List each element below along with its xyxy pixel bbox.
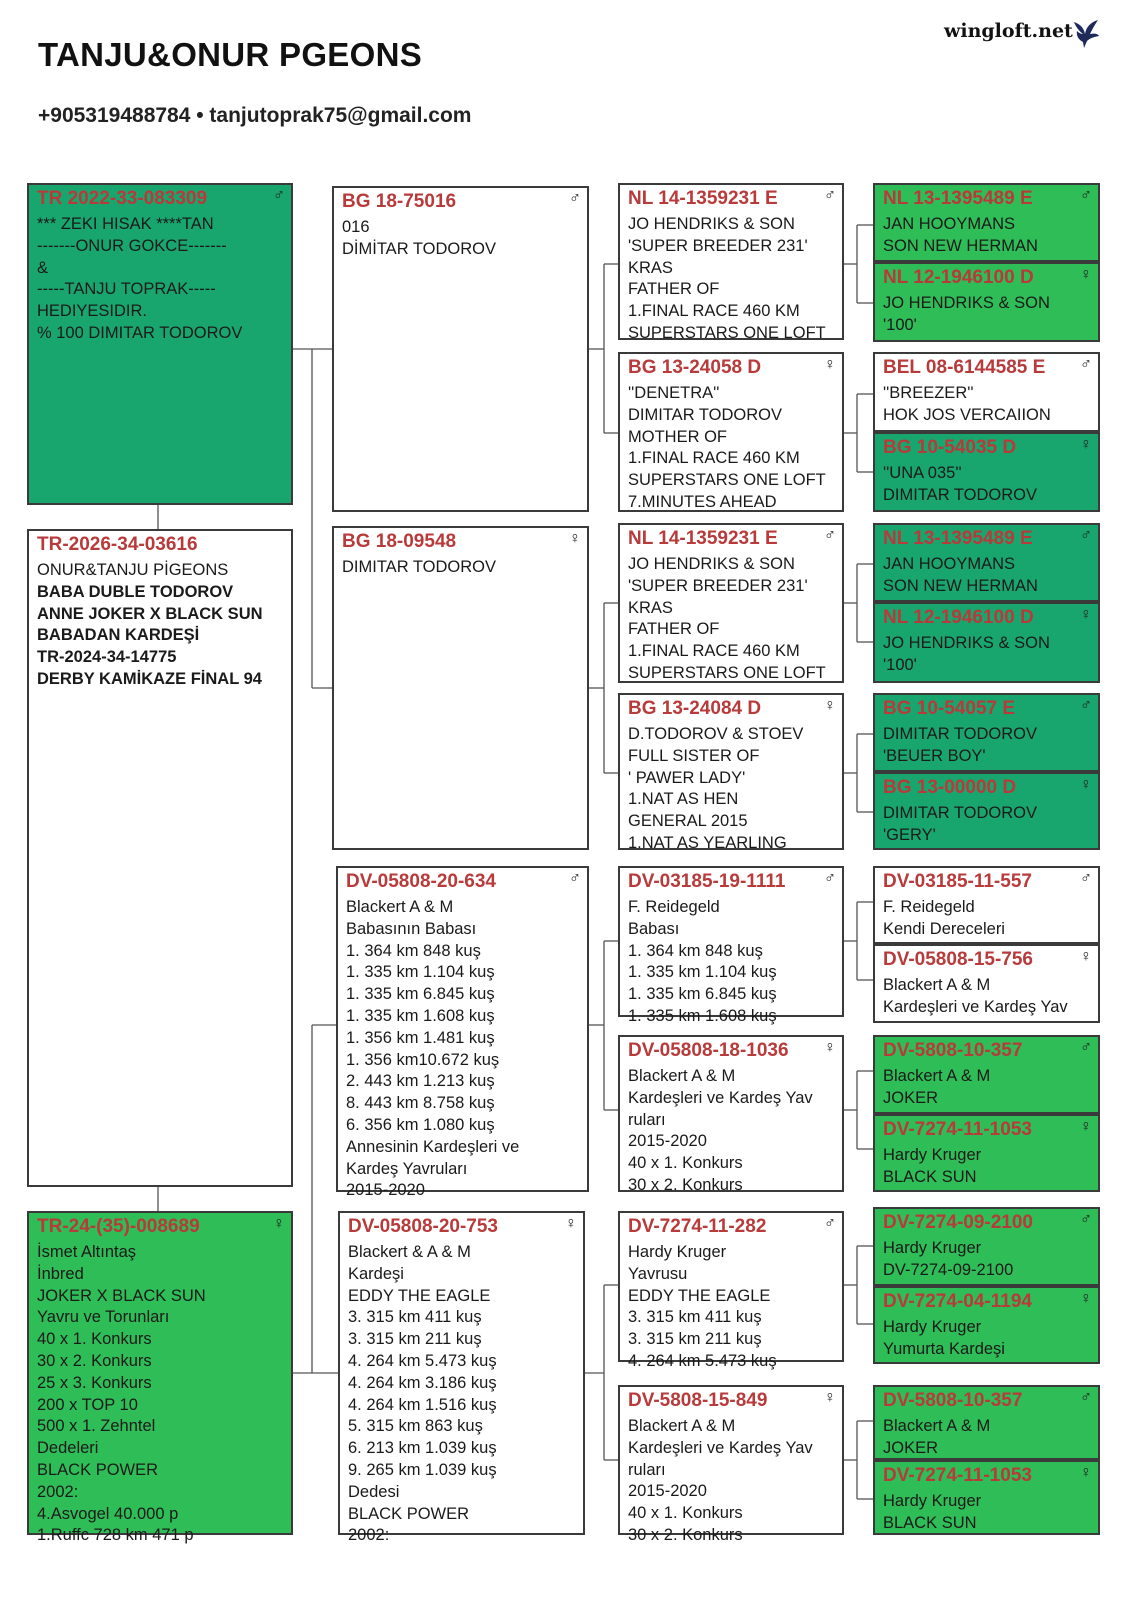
detail-line: İsmet Altıntaş [37, 1243, 137, 1261]
card-details [883, 724, 1037, 768]
detail-line: Kardeşleri ve Kardeş Yav [628, 1438, 813, 1457]
detail-line: 40 x 1. Konkurs [628, 1504, 743, 1523]
detail-line: D.TODOROV & STOEV [628, 725, 804, 743]
card-details [883, 1238, 1013, 1282]
detail-line: 2015-2020 [628, 1132, 707, 1151]
detail-line: 4.Asvogel 40.000 p [37, 1504, 179, 1523]
detail-line: BABADAN KARDEŞİ [37, 626, 200, 645]
contact-info: +905319488784 • tanjutoprak75@gmail.com [38, 104, 472, 127]
detail-line: Kardeşleri ve Kardeş Yav [883, 997, 1068, 1016]
card-details [342, 557, 496, 579]
gen4-card-7[interactable] [873, 693, 1100, 772]
brand-name[interactable]: wingloft.net [944, 20, 1073, 42]
page-title: TANJU&ONUR PGEONS [38, 36, 423, 73]
detail-line: JOKER [883, 1438, 939, 1457]
ring-number: BG 13-00000 D [883, 777, 1017, 798]
female-sex-icon: ♀ [1080, 1464, 1092, 1481]
male-sex-icon: ♂ [569, 870, 581, 887]
male-sex-icon: ♂ [1080, 1039, 1092, 1056]
detail-line: 1.NAT AS YEARLING [628, 833, 787, 852]
female-sex-icon: ♀ [1080, 266, 1092, 283]
detail-line: KRAS [628, 598, 673, 617]
detail-line: TR-2024-34-14775 [37, 648, 177, 667]
card-details [342, 217, 496, 261]
detail-line: 2002: [37, 1482, 79, 1501]
ring-number: DV-7274-11-1053 [883, 1465, 1032, 1486]
detail-line: Babasının Babası [346, 919, 477, 938]
gen4-card-10[interactable] [873, 944, 1100, 1023]
ring-number: NL 13-1395489 E [883, 188, 1033, 209]
ring-number: DV-7274-04-1194 [883, 1291, 1032, 1312]
detail-line: ruları [628, 1110, 666, 1129]
ring-number: BG 18-09548 [342, 531, 457, 552]
detail-line: 1.FINAL RACE 460 KM [628, 302, 800, 321]
detail-line: 1. 335 km 6.845 kuş [346, 985, 495, 1004]
detail-line: 2002: [348, 1526, 390, 1545]
gen4-card-8[interactable] [873, 772, 1100, 850]
detail-line: 5. 315 km 863 kuş [348, 1417, 483, 1436]
detail-line: F. Reidegeld [883, 898, 975, 916]
card-details [883, 803, 1037, 847]
male-sex-icon: ♂ [1080, 187, 1092, 204]
detail-line: Annesinin Kardeşleri ve [346, 1137, 520, 1156]
detail-line: BABA DUBLE TODOROV [37, 582, 234, 601]
detail-line: JOKER [883, 1088, 939, 1107]
detail-line: JO HENDRIKS & SON [628, 555, 795, 573]
detail-line: 'SUPER BREEDER 231' [628, 576, 808, 595]
card-details [883, 1145, 981, 1189]
male-sex-icon: ♂ [824, 187, 836, 204]
detail-line: 40 x 1. Konkurs [37, 1330, 152, 1349]
detail-line: Hardy Kruger [883, 1146, 982, 1164]
detail-line: 1. 356 km 1.481 kuş [346, 1028, 495, 1047]
detail-line: ''DENETRA'' [628, 384, 720, 402]
detail-line: Blackert A & M [883, 1417, 991, 1435]
ring-number: DV-7274-11-1053 [883, 1119, 1032, 1140]
female-sex-icon: ♀ [824, 356, 836, 373]
sire-card[interactable] [27, 183, 293, 505]
detail-line: ANNE JOKER X BLACK SUN [37, 604, 263, 623]
ring-number: DV-05808-15-756 [883, 949, 1033, 970]
gen4-card-1[interactable] [873, 183, 1100, 262]
detail-line: SON NEW HERMAN [883, 576, 1038, 595]
detail-line: EDDY THE EAGLE [348, 1286, 491, 1305]
detail-line: BLACK POWER [37, 1460, 159, 1479]
card-details [883, 1491, 981, 1535]
ring-number: TR-2026-34-03616 [37, 534, 198, 555]
detail-line: F. Reidegeld [628, 898, 720, 916]
gen3-card-6[interactable] [618, 1035, 844, 1192]
detail-line: DERBY KAMİKAZE FİNAL 94 [37, 669, 262, 688]
male-sex-icon: ♂ [273, 187, 285, 204]
female-sex-icon: ♀ [1080, 776, 1092, 793]
detail-line: İnbred [37, 1264, 84, 1283]
detail-line: '100' [883, 655, 917, 674]
detail-line: 016 [342, 218, 370, 236]
detail-line: FULL SISTER OF [628, 746, 760, 765]
detail-line: 6. 213 km 1.039 kuş [348, 1439, 497, 1458]
detail-line: Yavrusu [628, 1264, 688, 1283]
gen3-card-8[interactable] [618, 1385, 844, 1544]
card-details [628, 1066, 813, 1197]
detail-line: 9. 265 km 1.039 kuş [348, 1460, 497, 1479]
detail-line: 'BEUER BOY' [883, 746, 986, 765]
ring-number: DV-03185-11-557 [883, 871, 1032, 892]
detail-line: 'SUPER BREEDER 231' [628, 236, 808, 255]
card-details [37, 1242, 206, 1547]
detail-line: Blackert & A & M [348, 1243, 471, 1261]
ring-number: NL 12-1946100 D [883, 267, 1034, 288]
gen3-card-3[interactable] [618, 523, 844, 683]
detail-line: & [37, 258, 49, 277]
detail-line: EDDY THE EAGLE [628, 1286, 771, 1305]
ring-number: DV-5808-15-849 [628, 1390, 768, 1411]
detail-line: BLACK SUN [883, 1167, 977, 1186]
detail-line: DIMITAR TODOROV [342, 558, 497, 576]
detail-line: 8. 443 km 8.758 kuş [346, 1094, 495, 1113]
detail-line: DIMITAR TODOROV [883, 804, 1038, 822]
detail-line: 3. 315 km 411 kuş [348, 1308, 482, 1327]
ring-number: TR-24-(35)-008689 [37, 1216, 200, 1237]
card-details [628, 1416, 813, 1547]
male-sex-icon: ♂ [569, 190, 581, 207]
female-sex-icon: ♀ [1080, 948, 1092, 965]
detail-line: SUPERSTARS ONE LOFT [628, 471, 826, 490]
male-sex-icon: ♂ [824, 870, 836, 887]
ring-number: DV-7274-09-2100 [883, 1212, 1033, 1233]
card-details [883, 463, 1037, 507]
subject-card[interactable] [27, 529, 293, 1187]
detail-line: 2015-2020 [628, 1482, 707, 1501]
detail-line: 1. 364 km 848 kuş [346, 941, 481, 960]
detail-line: Hardy Kruger [883, 1318, 982, 1336]
detail-line: -------ONUR GOKCE------- [37, 236, 227, 255]
detail-line: DIMITAR TODOROV [883, 725, 1038, 743]
gen3-card-5[interactable] [618, 866, 844, 1025]
detail-line: MOTHER OF [628, 427, 727, 446]
detail-line: Dedesi [348, 1482, 400, 1501]
gen4-card-4[interactable] [873, 432, 1100, 512]
gen4-card-13[interactable] [873, 1207, 1100, 1286]
card-details [883, 293, 1050, 337]
detail-line: 1. 335 km 6.845 kuş [628, 985, 777, 1004]
ring-number: DV-7274-11-282 [628, 1216, 767, 1237]
detail-line: Blackert A & M [628, 1067, 736, 1085]
gen2-card-3[interactable] [336, 866, 589, 1200]
card-details [628, 383, 826, 514]
gen3-card-2[interactable] [618, 352, 844, 512]
detail-line: 30 x 2. Konkurs [37, 1351, 152, 1370]
detail-line: FATHER OF [628, 280, 720, 299]
ring-number: BG 13-24084 D [628, 698, 762, 719]
card-details [883, 897, 1005, 941]
card-details [883, 1317, 1005, 1361]
detail-line: 30 x 2. Konkurs [628, 1175, 743, 1194]
detail-line: Kardeş Yavruları [346, 1159, 468, 1178]
gen4-card-2[interactable] [873, 262, 1100, 342]
detail-line: GENERAL 2015 [628, 812, 748, 831]
ring-number: NL 12-1946100 D [883, 607, 1034, 628]
detail-line: *** ZEKI HISAK ****TAN [37, 215, 214, 233]
ring-number: DV-03185-19-1111 [628, 871, 786, 892]
detail-line: 1. 335 km 1.608 kuş [346, 1006, 495, 1025]
detail-line: Kardeşleri ve Kardeş Yav [628, 1088, 813, 1107]
detail-line: KRAS [628, 258, 673, 277]
ring-number: DV-05808-20-634 [346, 871, 496, 892]
card-details [883, 633, 1050, 677]
detail-line: 1. 335 km 1.104 kuş [628, 963, 777, 982]
detail-line: 1.FINAL RACE 460 KM [628, 642, 800, 661]
detail-line: 500 x 1. Zehntel [37, 1417, 156, 1436]
ring-number: BG 13-24058 D [628, 357, 762, 378]
gen3-card-4[interactable] [618, 693, 844, 850]
card-details [628, 214, 826, 345]
detail-line: Blackert A & M [628, 1417, 736, 1435]
ring-number: DV-5808-10-357 [883, 1040, 1023, 1061]
detail-line: JAN HOOYMANS [883, 215, 1016, 233]
card-details [883, 1416, 990, 1460]
card-details [37, 560, 263, 691]
card-details [37, 214, 242, 345]
card-details [628, 554, 826, 685]
detail-line: Blackert A & M [883, 976, 991, 994]
ring-number: NL 14-1359231 E [628, 188, 778, 209]
detail-line: JAN HOOYMANS [883, 555, 1016, 573]
detail-line: 1.Ruffc 728 km 471 p [37, 1526, 194, 1545]
card-details [628, 724, 803, 855]
gen4-card-14[interactable] [873, 1286, 1100, 1364]
male-sex-icon: ♂ [1080, 1389, 1092, 1406]
female-sex-icon: ♀ [1080, 436, 1092, 453]
card-details [348, 1242, 497, 1547]
detail-line: Blackert A & M [346, 898, 454, 916]
detail-line: Hardy Kruger [628, 1243, 727, 1261]
detail-line: SUPERSTARS ONE LOFT [628, 323, 826, 342]
card-details [883, 554, 1038, 598]
detail-line: Yavru ve Torunları [37, 1308, 170, 1327]
detail-line: 4. 264 km 3.186 kuş [348, 1373, 497, 1392]
detail-line: 1. 335 km 1.608 kuş [628, 1006, 777, 1025]
male-sex-icon: ♂ [1080, 870, 1092, 887]
gen4-card-12[interactable] [873, 1114, 1100, 1192]
ring-number: TR 2022-33-083309 [37, 188, 208, 209]
detail-line: 2. 443 km 1.213 kuş [346, 1072, 495, 1091]
detail-line: 40 x 1. Konkurs [628, 1154, 743, 1173]
female-sex-icon: ♀ [273, 1215, 285, 1232]
female-sex-icon: ♀ [824, 1039, 836, 1056]
gen4-card-6[interactable] [873, 602, 1100, 683]
detail-line: ruları [628, 1460, 666, 1479]
ring-number: NL 14-1359231 E [628, 528, 778, 549]
detail-line: DIMITAR TODOROV [628, 405, 783, 424]
gen4-card-5[interactable] [873, 523, 1100, 602]
detail-line: Kendi Dereceleri [883, 919, 1005, 938]
detail-line: Yumurta Kardeşi [883, 1339, 1005, 1358]
detail-line: Hardy Kruger [883, 1492, 982, 1510]
card-details [628, 1242, 777, 1373]
detail-line: 'GERY' [883, 825, 936, 844]
detail-line: SUPERSTARS ONE LOFT [628, 663, 826, 682]
detail-line: '100' [883, 315, 917, 334]
detail-line: BLACK SUN [883, 1513, 977, 1532]
card-details [346, 897, 519, 1202]
card-details [883, 975, 1068, 1019]
detail-line: 3. 315 km 211 kuş [348, 1330, 482, 1349]
female-sex-icon: ♀ [1080, 1118, 1092, 1135]
detail-line: 30 x 2. Konkurs [628, 1525, 743, 1544]
gen2-card-4[interactable] [338, 1211, 585, 1545]
gen4-card-3[interactable] [873, 352, 1100, 432]
detail-line: DİMİTAR TODOROV [342, 239, 497, 258]
female-sex-icon: ♀ [1080, 1290, 1092, 1307]
ring-number: DV-05808-18-1036 [628, 1040, 789, 1061]
ring-number: DV-05808-20-753 [348, 1216, 498, 1237]
gen3-card-1[interactable] [618, 183, 844, 340]
ring-number: BG 10-54035 D [883, 437, 1017, 458]
detail-line: ' PAWER LADY' [628, 768, 746, 787]
female-sex-icon: ♀ [565, 1215, 577, 1232]
ring-number: NL 13-1395489 E [883, 528, 1033, 549]
detail-line: DV-7274-09-2100 [883, 1260, 1014, 1279]
detail-line: HEDIYESIDIR. [37, 302, 148, 321]
card-details [883, 1066, 990, 1110]
detail-line: JOKER X BLACK SUN [37, 1286, 206, 1305]
gen2-card-1[interactable] [332, 186, 589, 512]
detail-line: Kardeşi [348, 1264, 404, 1283]
card-details [883, 383, 1051, 427]
gen3-card-7[interactable] [618, 1211, 844, 1370]
gen4-card-9[interactable] [873, 866, 1100, 944]
detail-line: 1.FINAL RACE 460 KM [628, 449, 800, 468]
detail-line: 25 x 3. Konkurs [37, 1373, 152, 1392]
detail-line: JO HENDRIKS & SON [883, 294, 1050, 312]
male-sex-icon: ♂ [1080, 356, 1092, 373]
detail-line: -----TANJU TOPRAK----- [37, 280, 216, 299]
detail-line: 200 x TOP 10 [37, 1395, 138, 1414]
detail-line: Blackert A & M [883, 1067, 991, 1085]
detail-line: JO HENDRIKS & SON [628, 215, 795, 233]
detail-line: 1. 335 km 1.104 kuş [346, 963, 495, 982]
card-details [628, 897, 777, 1028]
female-sex-icon: ♀ [824, 697, 836, 714]
gen4-card-15[interactable] [873, 1385, 1100, 1460]
ring-number: BEL 08-6144585 E [883, 357, 1046, 378]
male-sex-icon: ♂ [1080, 697, 1092, 714]
detail-line: 3. 315 km 211 kuş [628, 1330, 762, 1349]
detail-line: Hardy Kruger [883, 1239, 982, 1257]
detail-line: Dedeleri [37, 1439, 99, 1458]
detail-line: BLACK POWER [348, 1504, 470, 1523]
female-sex-icon: ♀ [1080, 606, 1092, 623]
dam-card[interactable] [27, 1211, 293, 1545]
gen4-card-16[interactable] [873, 1460, 1100, 1535]
detail-line: 4. 264 km 5.473 kuş [628, 1351, 777, 1370]
detail-line: 1. 364 km 848 kuş [628, 941, 763, 960]
male-sex-icon: ♂ [824, 1215, 836, 1232]
male-sex-icon: ♂ [824, 527, 836, 544]
detail-line: HOK JOS VERCAIION [883, 405, 1051, 424]
gen4-card-11[interactable] [873, 1035, 1100, 1114]
detail-line: Babası [628, 919, 680, 938]
male-sex-icon: ♂ [1080, 1211, 1092, 1228]
detail-line: ONUR&TANJU PİGEONS [37, 561, 229, 579]
detail-line: % 100 DIMITAR TODOROV [37, 323, 243, 342]
detail-line: FATHER OF [628, 620, 720, 639]
female-sex-icon: ♀ [569, 530, 581, 547]
detail-line: 7.MINUTES AHEAD [628, 492, 777, 511]
detail-line: 3. 315 km 411 kuş [628, 1308, 762, 1327]
detail-line: 2015-2020 [346, 1181, 425, 1200]
ring-number: BG 10-54057 E [883, 698, 1016, 719]
detail-line: 1. 356 km10.672 kuş [346, 1050, 500, 1069]
detail-line: 4. 264 km 1.516 kuş [348, 1395, 497, 1414]
detail-line: SON NEW HERMAN [883, 236, 1038, 255]
detail-line: 4. 264 km 5.473 kuş [348, 1351, 497, 1370]
detail-line: 1.NAT AS HEN [628, 790, 739, 809]
male-sex-icon: ♂ [1080, 527, 1092, 544]
detail-line: JO HENDRIKS & SON [883, 634, 1050, 652]
gen2-card-2[interactable] [332, 526, 589, 850]
card-details [883, 214, 1038, 258]
ring-number: BG 18-75016 [342, 191, 457, 212]
female-sex-icon: ♀ [824, 1389, 836, 1406]
ring-number: DV-5808-10-357 [883, 1390, 1023, 1411]
detail-line: ''UNA 035'' [883, 464, 962, 482]
detail-line: DIMITAR TODOROV [883, 485, 1038, 504]
detail-line: ''BREEZER'' [883, 384, 974, 402]
detail-line: 6. 356 km 1.080 kuş [346, 1115, 495, 1134]
